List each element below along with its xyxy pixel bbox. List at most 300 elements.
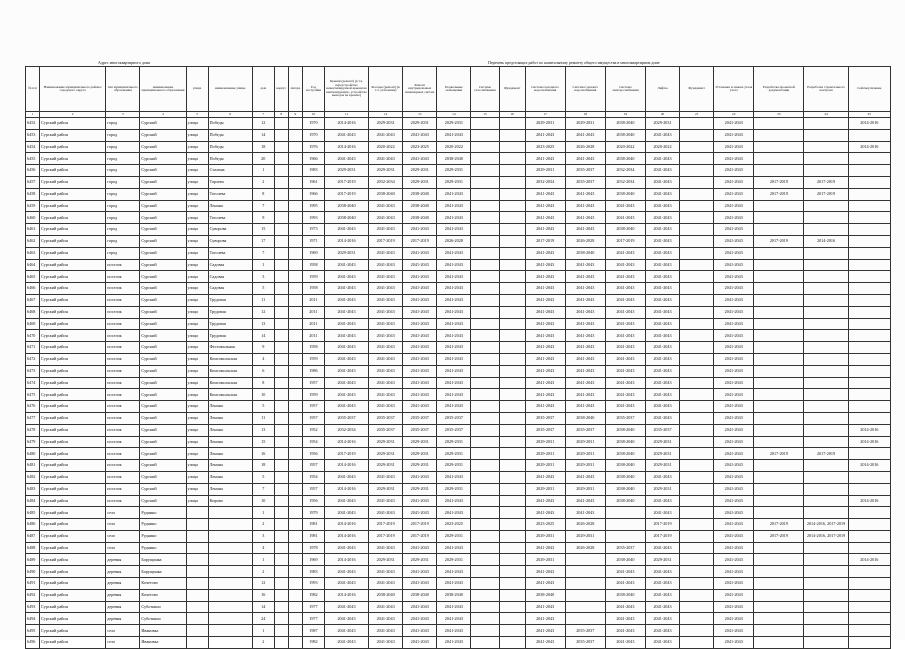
table-cell: Сурский bbox=[140, 353, 186, 365]
table-cell: 2041-2043 bbox=[605, 625, 645, 637]
table-cell bbox=[208, 589, 252, 601]
table-cell: 1961 bbox=[302, 176, 324, 188]
table-cell: 12 bbox=[252, 306, 274, 318]
table-cell bbox=[804, 141, 848, 153]
table-cell: Садовая bbox=[208, 259, 252, 271]
table-cell: 2041-2043 bbox=[714, 578, 754, 590]
table-cell bbox=[804, 601, 848, 613]
table-cell bbox=[471, 589, 499, 601]
table-cell: 2014-2016 bbox=[324, 141, 368, 153]
table-cell: 2014-2016, 2017-2019 bbox=[804, 530, 848, 542]
table-cell: 2041-2043 bbox=[645, 365, 679, 377]
table-cell bbox=[754, 389, 804, 401]
table-cell: 2041-2043 bbox=[714, 271, 754, 283]
table-cell: 2026-2028 bbox=[565, 519, 605, 531]
table-cell: 2041-2043 bbox=[437, 601, 471, 613]
table-cell: 2041-2043 bbox=[605, 318, 645, 330]
table-cell: 6464 bbox=[26, 259, 40, 271]
table-cell: улица bbox=[186, 129, 208, 141]
table-cell: 2041-2043 bbox=[403, 613, 437, 625]
table-cell bbox=[680, 259, 714, 271]
table-cell: 2035-2037 bbox=[403, 412, 437, 424]
table-cell: 11 bbox=[252, 294, 274, 306]
table-cell: село bbox=[106, 542, 140, 554]
table-cell bbox=[499, 212, 525, 224]
table-cell bbox=[680, 495, 714, 507]
table-cell bbox=[499, 259, 525, 271]
table-cell: деревня bbox=[106, 554, 140, 566]
table-cell: Трудовая bbox=[208, 306, 252, 318]
table-cell: 2029-2031 bbox=[645, 118, 679, 130]
table-cell: 2020-2022 bbox=[645, 141, 679, 153]
table-cell: 2029-2031 bbox=[565, 460, 605, 472]
table-cell: 2041-2043 bbox=[525, 259, 565, 271]
table-cell bbox=[804, 471, 848, 483]
table-row bbox=[26, 235, 891, 247]
table-cell: город bbox=[106, 176, 140, 188]
table-cell bbox=[471, 566, 499, 578]
table-row bbox=[26, 153, 891, 165]
table-cell: 2029-2031 bbox=[324, 165, 368, 177]
table-cell bbox=[274, 554, 288, 566]
table-cell: 2017-2019 bbox=[403, 235, 437, 247]
table-cell: 13 bbox=[252, 318, 274, 330]
table-cell bbox=[288, 306, 302, 318]
table-cell: 2017-2019 bbox=[324, 188, 368, 200]
table-cell: 2041-2043 bbox=[565, 212, 605, 224]
table-cell: 2041-2043 bbox=[403, 637, 437, 649]
table-cell: 2041-2043 bbox=[714, 613, 754, 625]
table-cell: Сурский район bbox=[40, 259, 106, 271]
table-row bbox=[26, 318, 891, 330]
table-row bbox=[26, 613, 891, 625]
table-cell bbox=[499, 554, 525, 566]
table-cell: 6462 bbox=[26, 235, 40, 247]
table-row bbox=[26, 283, 891, 295]
table-cell: 2026-2028 bbox=[565, 235, 605, 247]
table-cell bbox=[804, 637, 848, 649]
table-cell bbox=[186, 542, 208, 554]
table-cell bbox=[499, 176, 525, 188]
table-cell bbox=[499, 118, 525, 130]
table-cell: 2041-2043 bbox=[403, 318, 437, 330]
table-cell bbox=[274, 165, 288, 177]
table-cell bbox=[499, 271, 525, 283]
table-cell bbox=[499, 129, 525, 141]
table-cell: Тоголева bbox=[208, 212, 252, 224]
table-cell bbox=[208, 613, 252, 625]
table-cell: Сурский район bbox=[40, 613, 106, 625]
table-cell bbox=[848, 342, 890, 354]
table-cell bbox=[499, 342, 525, 354]
table-cell: 2041-2043 bbox=[324, 153, 368, 165]
table-cell bbox=[848, 542, 890, 554]
table-cell: 1976 bbox=[302, 141, 324, 153]
table-cell bbox=[848, 589, 890, 601]
table-cell: 2029-2031 bbox=[369, 460, 403, 472]
table-cell: 2017-2019 bbox=[369, 235, 403, 247]
table-cell: 2035-2037 bbox=[605, 412, 645, 424]
table-cell: поселок bbox=[106, 377, 140, 389]
table-cell bbox=[186, 578, 208, 590]
table-cell: 2041-2043 bbox=[605, 566, 645, 578]
table-cell: 2041-2043 bbox=[645, 306, 679, 318]
table-cell: 2041-2043 bbox=[369, 294, 403, 306]
table-cell bbox=[754, 294, 804, 306]
table-cell: поселок bbox=[106, 401, 140, 413]
table-cell: Трудовая bbox=[208, 318, 252, 330]
table-cell: 2041-2043 bbox=[605, 200, 645, 212]
table-cell: Руднино bbox=[140, 542, 186, 554]
table-cell bbox=[274, 589, 288, 601]
table-cell: 2041-2043 bbox=[714, 637, 754, 649]
table-cell: поселок bbox=[106, 471, 140, 483]
table-cell: 2017-2019 bbox=[754, 530, 804, 542]
table-cell bbox=[848, 353, 890, 365]
table-cell: Садовая bbox=[208, 271, 252, 283]
table-row bbox=[26, 495, 891, 507]
table-cell: 2041-2043 bbox=[437, 507, 471, 519]
table-cell: улица bbox=[186, 436, 208, 448]
table-cell: 2041-2043 bbox=[714, 353, 754, 365]
table-cell bbox=[499, 460, 525, 472]
table-cell: 2041-2043 bbox=[369, 637, 403, 649]
column-header: улица bbox=[186, 67, 208, 112]
table-cell: 2041-2043 bbox=[714, 153, 754, 165]
table-cell bbox=[499, 389, 525, 401]
table-cell: 6465 bbox=[26, 271, 40, 283]
table-cell: Сурский bbox=[140, 165, 186, 177]
table-cell bbox=[680, 589, 714, 601]
table-cell: 2041-2043 bbox=[714, 554, 754, 566]
table-cell: 2029-2031 bbox=[565, 448, 605, 460]
table-cell bbox=[848, 412, 890, 424]
table-cell: 2041-2043 bbox=[437, 625, 471, 637]
table-cell bbox=[288, 377, 302, 389]
table-cell: 2041-2043 bbox=[369, 212, 403, 224]
table-cell: 6475 bbox=[26, 389, 40, 401]
table-cell: деревня bbox=[106, 578, 140, 590]
table-cell: 2041-2043 bbox=[369, 306, 403, 318]
table-cell: улица bbox=[186, 365, 208, 377]
table-cell: 2041-2043 bbox=[525, 212, 565, 224]
table-cell: 2014-2016 bbox=[848, 460, 890, 472]
table-cell: 2041-2043 bbox=[403, 401, 437, 413]
table-cell bbox=[848, 200, 890, 212]
table-cell bbox=[848, 613, 890, 625]
table-cell bbox=[754, 589, 804, 601]
table-row bbox=[26, 118, 891, 130]
table-cell: 2041-2043 bbox=[525, 247, 565, 259]
table-cell: Комсомольская bbox=[208, 377, 252, 389]
table-cell bbox=[186, 589, 208, 601]
table-cell: 2041-2043 bbox=[324, 342, 368, 354]
table-cell: 2041-2043 bbox=[714, 601, 754, 613]
table-cell: 2041-2043 bbox=[714, 530, 754, 542]
table-cell: поселок bbox=[106, 365, 140, 377]
table-cell: город bbox=[106, 212, 140, 224]
column-number: 19 bbox=[605, 112, 645, 118]
table-cell bbox=[848, 247, 890, 259]
table-cell bbox=[754, 259, 804, 271]
table-cell bbox=[565, 566, 605, 578]
table-cell: 11 bbox=[252, 412, 274, 424]
table-cell: 2041-2043 bbox=[605, 401, 645, 413]
table-cell: 2041-2043 bbox=[403, 507, 437, 519]
table-cell: 14 bbox=[252, 129, 274, 141]
table-cell: улица bbox=[186, 401, 208, 413]
table-cell: 2041-2043 bbox=[324, 330, 368, 342]
table-cell bbox=[288, 318, 302, 330]
table-cell: 2041-2043 bbox=[605, 330, 645, 342]
table-cell bbox=[471, 318, 499, 330]
table-cell: Сурский bbox=[140, 377, 186, 389]
table-cell: 2017-2019 bbox=[369, 530, 403, 542]
table-cell: 2041-2043 bbox=[437, 224, 471, 236]
table-cell bbox=[848, 448, 890, 460]
table-cell bbox=[186, 519, 208, 531]
table-cell: 2038-2040 bbox=[403, 200, 437, 212]
table-cell: 2041-2043 bbox=[437, 365, 471, 377]
table-cell: 2041-2043 bbox=[369, 601, 403, 613]
table-cell: улица bbox=[186, 353, 208, 365]
column-number: 7 bbox=[252, 112, 274, 118]
table-cell: улица bbox=[186, 483, 208, 495]
table-cell: 2041-2043 bbox=[403, 377, 437, 389]
table-cell: 2041-2043 bbox=[645, 401, 679, 413]
table-cell: 2029-2031 bbox=[525, 436, 565, 448]
table-cell: 2041-2043 bbox=[525, 342, 565, 354]
table-cell: 2038-2040 bbox=[437, 153, 471, 165]
table-cell: 2041-2043 bbox=[714, 377, 754, 389]
table-cell: 6480 bbox=[26, 448, 40, 460]
table-cell: 2041-2043 bbox=[369, 365, 403, 377]
table-cell: 2035-2037 bbox=[437, 412, 471, 424]
column-number: 25 bbox=[848, 112, 890, 118]
table-cell: Сурский bbox=[140, 412, 186, 424]
table-cell bbox=[274, 530, 288, 542]
column-header: Фундамент bbox=[680, 67, 714, 112]
table-cell: 2041-2043 bbox=[605, 601, 645, 613]
table-cell bbox=[274, 235, 288, 247]
table-cell bbox=[804, 200, 848, 212]
table-cell: 2041-2043 bbox=[525, 377, 565, 389]
table-cell: 2041-2043 bbox=[369, 353, 403, 365]
table-cell: поселок bbox=[106, 283, 140, 295]
table-cell: Сурский район bbox=[40, 448, 106, 460]
table-cell bbox=[605, 519, 645, 531]
table-cell bbox=[499, 330, 525, 342]
table-cell: 2041-2043 bbox=[605, 283, 645, 295]
table-cell: Сурский район bbox=[40, 401, 106, 413]
table-cell: 2038-2040 bbox=[605, 224, 645, 236]
table-cell: 2041-2043 bbox=[525, 188, 565, 200]
table-cell: 2029-2031 bbox=[403, 554, 437, 566]
table-cell: 2041-2043 bbox=[324, 294, 368, 306]
table-cell bbox=[471, 519, 499, 531]
table-cell: Победы bbox=[208, 118, 252, 130]
column-header: литера bbox=[288, 67, 302, 112]
table-cell bbox=[288, 637, 302, 649]
table-cell bbox=[680, 306, 714, 318]
table-cell: 10 bbox=[252, 495, 274, 507]
table-cell: 2035-2037 bbox=[525, 412, 565, 424]
table-row bbox=[26, 424, 891, 436]
table-cell: Сурский район bbox=[40, 188, 106, 200]
table-cell bbox=[471, 412, 499, 424]
table-cell bbox=[288, 495, 302, 507]
table-cell: Трудовая bbox=[208, 294, 252, 306]
table-cell: 2038-2040 bbox=[605, 483, 645, 495]
table-cell: 2041-2043 bbox=[605, 342, 645, 354]
table-cell bbox=[848, 176, 890, 188]
table-cell bbox=[471, 353, 499, 365]
table-cell: Кочетово bbox=[140, 578, 186, 590]
table-cell bbox=[471, 436, 499, 448]
table-cell: 6482 bbox=[26, 471, 40, 483]
table-cell: 2041-2043 bbox=[645, 235, 679, 247]
table-cell: 2038-2040 bbox=[605, 554, 645, 566]
table-cell: Сурский bbox=[140, 342, 186, 354]
table-cell: 6 bbox=[252, 365, 274, 377]
table-row bbox=[26, 401, 891, 413]
table-row bbox=[26, 448, 891, 460]
table-cell: 2038-2040 bbox=[403, 212, 437, 224]
table-cell: улица bbox=[186, 271, 208, 283]
table-cell: 2041-2043 bbox=[324, 401, 368, 413]
table-cell: 2041-2043 bbox=[324, 566, 368, 578]
table-cell bbox=[754, 401, 804, 413]
table-cell bbox=[804, 259, 848, 271]
table-cell: 2041-2043 bbox=[714, 424, 754, 436]
table-cell bbox=[471, 224, 499, 236]
table-cell: 2014-2016 bbox=[848, 495, 890, 507]
table-cell bbox=[274, 448, 288, 460]
table-cell: 2029-2031 bbox=[403, 460, 437, 472]
table-cell bbox=[754, 542, 804, 554]
table-cell: Сурский район bbox=[40, 353, 106, 365]
table-cell: 2017-2019 bbox=[324, 448, 368, 460]
table-cell: 2041-2043 bbox=[324, 283, 368, 295]
table-cell bbox=[274, 519, 288, 531]
table-cell bbox=[680, 271, 714, 283]
table-cell bbox=[471, 424, 499, 436]
table-cell: 2029-2031 bbox=[369, 554, 403, 566]
table-cell: 2041-2043 bbox=[645, 247, 679, 259]
table-cell: 2041-2043 bbox=[605, 306, 645, 318]
table-cell: 1956 bbox=[302, 495, 324, 507]
table-cell: 6459 bbox=[26, 200, 40, 212]
table-cell: 2041-2043 bbox=[437, 294, 471, 306]
table-cell: Сурский район bbox=[40, 460, 106, 472]
table-cell: 6481 bbox=[26, 460, 40, 472]
table-cell: 2041-2043 bbox=[525, 389, 565, 401]
table-cell: 6494 bbox=[26, 613, 40, 625]
table-cell: Садовая bbox=[208, 283, 252, 295]
table-cell: 2041-2043 bbox=[565, 401, 605, 413]
table-cell bbox=[288, 165, 302, 177]
table-cell: 2041-2043 bbox=[403, 306, 437, 318]
table-cell bbox=[499, 200, 525, 212]
table-cell: 2041-2043 bbox=[714, 507, 754, 519]
table-cell: 2017-2019 bbox=[403, 519, 437, 531]
table-cell: 2041-2043 bbox=[403, 259, 437, 271]
table-cell bbox=[680, 637, 714, 649]
table-cell: 2041-2043 bbox=[714, 589, 754, 601]
table-cell bbox=[754, 554, 804, 566]
table-cell: Сурский bbox=[140, 330, 186, 342]
table-cell: 2029-2031 bbox=[525, 530, 565, 542]
table-cell: Сурский район bbox=[40, 129, 106, 141]
table-cell bbox=[471, 153, 499, 165]
table-cell bbox=[274, 141, 288, 153]
table-cell: поселок bbox=[106, 495, 140, 507]
table-cell: улица bbox=[186, 212, 208, 224]
table-cell bbox=[754, 224, 804, 236]
table-cell bbox=[499, 306, 525, 318]
table-row bbox=[26, 601, 891, 613]
table-cell: 2041-2043 bbox=[403, 271, 437, 283]
table-cell: Сурский район bbox=[40, 141, 106, 153]
table-cell bbox=[499, 401, 525, 413]
table-cell: 1983 bbox=[302, 566, 324, 578]
table-cell: 2041-2043 bbox=[525, 330, 565, 342]
table-cell bbox=[288, 471, 302, 483]
table-cell: 1957 bbox=[302, 412, 324, 424]
table-cell: 1993 bbox=[302, 212, 324, 224]
table-cell bbox=[471, 365, 499, 377]
table-cell: 1959 bbox=[302, 353, 324, 365]
table-cell: 2029-2031 bbox=[645, 436, 679, 448]
table-cell: 2041-2043 bbox=[565, 224, 605, 236]
table-cell: 2041-2043 bbox=[565, 330, 605, 342]
table-cell: Сурский район bbox=[40, 165, 106, 177]
table-cell bbox=[274, 365, 288, 377]
table-cell bbox=[804, 460, 848, 472]
table-cell bbox=[804, 271, 848, 283]
table-cell: город bbox=[106, 129, 140, 141]
table-cell: 2041-2043 bbox=[605, 247, 645, 259]
table-cell: 2041-2043 bbox=[369, 578, 403, 590]
table-cell: 2029-2031 bbox=[324, 247, 368, 259]
table-cell bbox=[804, 389, 848, 401]
table-cell bbox=[288, 188, 302, 200]
table-cell: Тоголева bbox=[208, 188, 252, 200]
table-cell: 2029-2031 bbox=[565, 118, 605, 130]
table-cell bbox=[471, 601, 499, 613]
table-cell bbox=[804, 224, 848, 236]
table-cell: 6472 bbox=[26, 353, 40, 365]
table-cell: Сурский район bbox=[40, 625, 106, 637]
table-cell: 1 bbox=[252, 554, 274, 566]
table-cell bbox=[274, 247, 288, 259]
column-number: 9 bbox=[288, 112, 302, 118]
table-cell bbox=[288, 176, 302, 188]
table-cell: 2041-2043 bbox=[565, 471, 605, 483]
table-cell: 2041-2043 bbox=[369, 153, 403, 165]
table-cell: город bbox=[106, 165, 140, 177]
table-cell: поселок bbox=[106, 448, 140, 460]
table-row bbox=[26, 342, 891, 354]
table-row bbox=[26, 365, 891, 377]
table-cell bbox=[288, 601, 302, 613]
table-cell bbox=[274, 342, 288, 354]
table-cell: 6455 bbox=[26, 153, 40, 165]
table-cell bbox=[848, 330, 890, 342]
table-cell bbox=[754, 637, 804, 649]
column-number: 15 bbox=[471, 112, 499, 118]
table-cell bbox=[804, 401, 848, 413]
